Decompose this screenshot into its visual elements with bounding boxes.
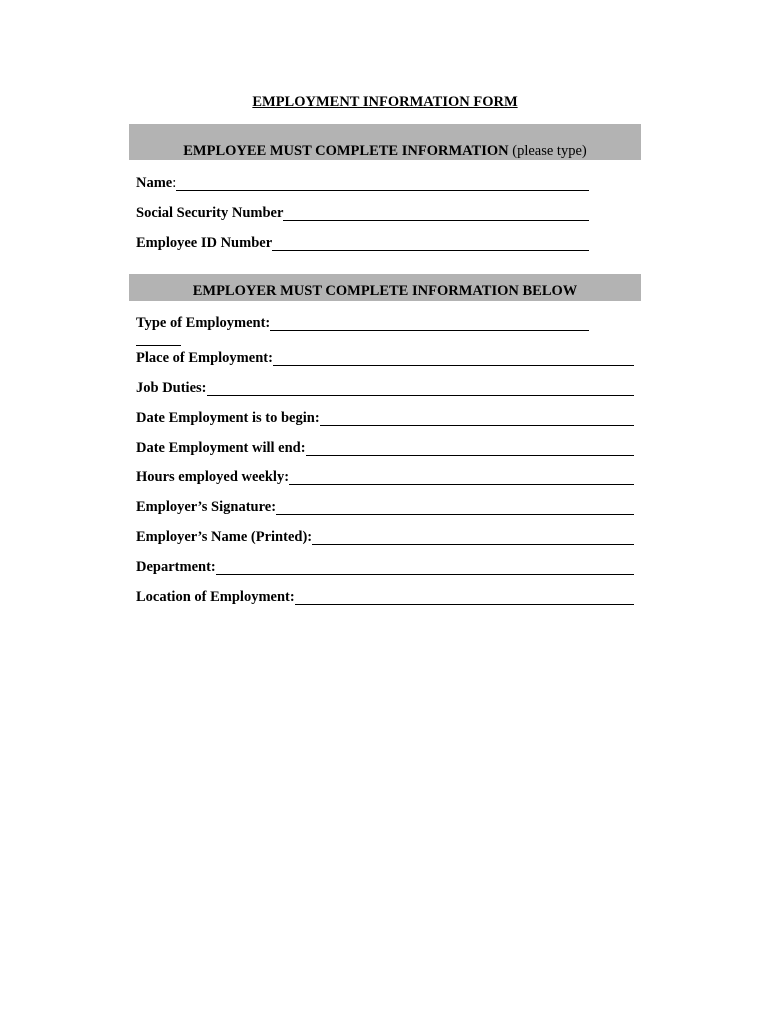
- location-of-employment-input-line[interactable]: [295, 590, 634, 605]
- form-title: EMPLOYMENT INFORMATION FORM: [252, 94, 518, 110]
- name-label: Name:: [136, 175, 177, 191]
- job-duties-input-line[interactable]: [207, 381, 635, 396]
- employer-name-input-line[interactable]: [312, 530, 634, 545]
- employer-signature-row: [136, 499, 634, 516]
- employee-id-label: Employee ID Number: [136, 235, 273, 251]
- employee-id-input-line[interactable]: [272, 236, 589, 251]
- location-of-employment-label: Location of Employment:: [136, 589, 295, 605]
- department-input-line[interactable]: [216, 560, 634, 575]
- employer-signature-input-line[interactable]: [276, 500, 634, 515]
- employer-section-heading: EMPLOYER MUST COMPLETE INFORMATION BELOW: [192, 283, 578, 299]
- ssn-label: Social Security Number: [136, 205, 284, 221]
- hours-weekly-input-line[interactable]: [289, 470, 634, 485]
- hours-weekly-row: [136, 469, 634, 486]
- place-of-employment-row: [136, 350, 634, 367]
- location-of-employment-row: [136, 589, 634, 606]
- type-of-employment-continuation-line[interactable]: [136, 345, 181, 346]
- type-of-employment-input-line[interactable]: [270, 316, 589, 331]
- start-date-label: Date Employment is to begin:: [136, 410, 320, 426]
- employer-name-row: [136, 529, 634, 546]
- ssn-input-line[interactable]: [283, 206, 589, 221]
- name-input-line[interactable]: [176, 176, 589, 191]
- employer-signature-label: Employer’s Signature:: [136, 499, 277, 515]
- department-row: [136, 559, 634, 576]
- job-duties-label: Job Duties:: [136, 380, 207, 396]
- employer-section-header: [129, 274, 641, 301]
- hours-weekly-label: Hours employed weekly:: [136, 469, 290, 485]
- employee-section-note: (please type): [512, 143, 587, 159]
- employee-section-header: [129, 124, 641, 160]
- start-date-input-line[interactable]: [320, 411, 634, 426]
- type-of-employment-row: [136, 315, 589, 332]
- end-date-row: [136, 440, 634, 457]
- ssn-field-row: [136, 205, 589, 222]
- type-of-employment-label: Type of Employment:: [136, 315, 271, 331]
- place-of-employment-label: Place of Employment:: [136, 350, 273, 366]
- place-of-employment-input-line[interactable]: [273, 351, 634, 366]
- end-date-input-line[interactable]: [306, 441, 634, 456]
- start-date-row: [136, 410, 634, 427]
- department-label: Department:: [136, 559, 216, 575]
- employer-name-label: Employer’s Name (Printed):: [136, 529, 313, 545]
- employee-section-heading: EMPLOYEE MUST COMPLETE INFORMATION: [183, 143, 509, 159]
- end-date-label: Date Employment will end:: [136, 440, 306, 456]
- job-duties-row: [136, 380, 634, 397]
- employee-id-field-row: [136, 235, 589, 252]
- name-field-row: [136, 175, 589, 192]
